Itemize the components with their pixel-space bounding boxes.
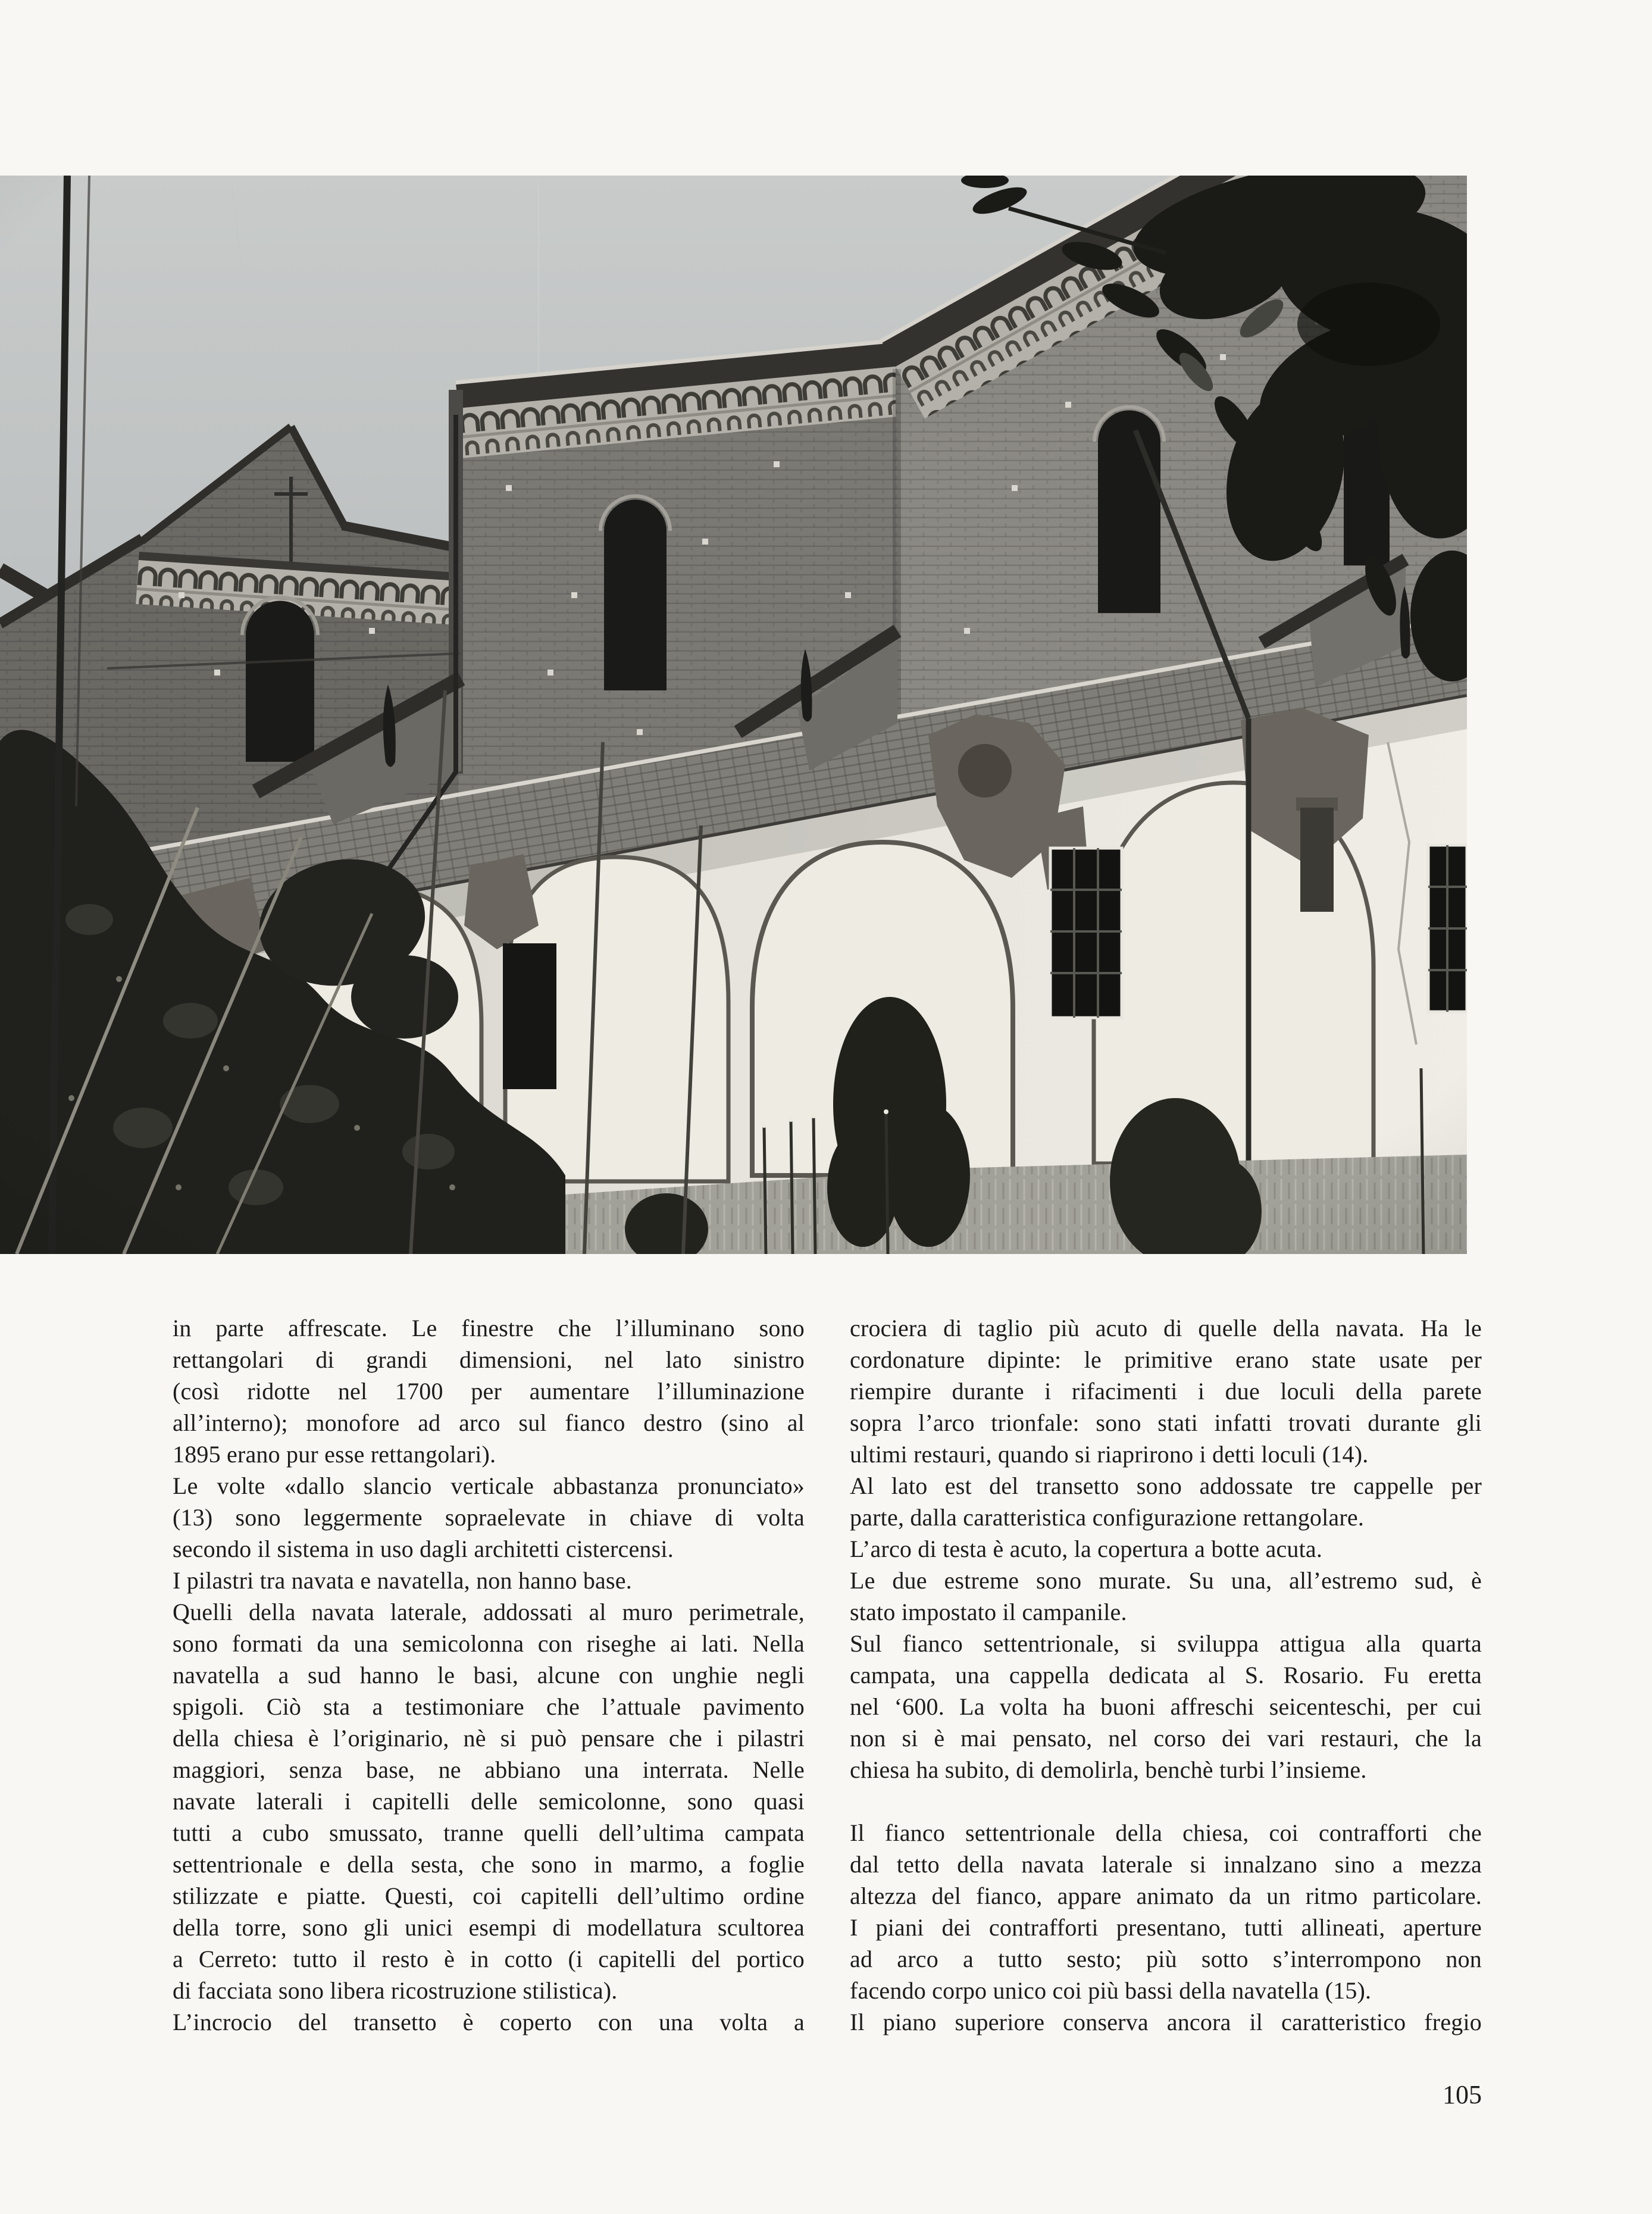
photo-vignette [0,176,1467,1254]
text-line: (13) sono leggermente sopraelevate in chiave di volta [173,1504,805,1531]
text-line: non si è mai pensato, nel corso dei vari restauri, che la [850,1725,1482,1752]
text-line: I pilastri tra navata e navatella, non hanno base. [173,1567,632,1594]
text-line: campata, una cappella dedicata al S. Rosario. Fu eretta [850,1662,1482,1688]
text-line: rettangolari di grandi dimensioni, nel lato sinistro [173,1346,805,1373]
church-photo-graphic [0,176,1467,1254]
text-line: crociera di taglio più acuto di quelle della navata. Ha le [850,1315,1482,1341]
text-line: riempire durante i rifacimenti i due loculi della parete [850,1378,1482,1405]
text-line: in parte affrescate. Le finestre che l’illuminano sono [173,1315,805,1341]
text-line: settentrionale e della sesta, che sono in marmo, a foglie [173,1851,805,1878]
text-line: spigoli. Ciò sta a testimoniare che l’attuale pavimento [173,1693,805,1720]
text-line: di facciata sono libera ricostruzione stilistica). [173,1977,618,2004]
text-line: a Cerreto: tutto il resto è in cotto (i capitelli del portico [173,1946,805,1972]
text-line: cordonature dipinte: le primitive erano state usate per [850,1346,1482,1373]
text-line: Al lato est del transetto sono addossate tre cappelle per [850,1472,1482,1499]
church-photograph [0,176,1467,1254]
text-line: Le due estreme sono murate. Su una, all’estremo sud, è [850,1567,1482,1594]
text-line: dal tetto della navata laterale si innalzano sino a mezza [850,1851,1482,1878]
text-line: secondo il sistema in uso dagli architetti cistercensi. [173,1536,674,1562]
text-line: sopra l’arco trionfale: sono stati infatti trovati durante gli [850,1409,1482,1436]
text-line: stilizzate e piatte. Questi, coi capitelli dell’ultimo ordine [173,1882,805,1909]
text-column-left [173,1312,805,2038]
text-line: (così ridotte nel 1700 per aumentare l’illuminazione [173,1378,805,1405]
text-line: chiesa ha subito, di demolirla, benchè turbi l’insieme. [850,1756,1367,1783]
text-line: Il piano superiore conserva ancora il caratteristico fregio [850,2009,1482,2035]
text-column-right [850,1312,1482,2038]
text-line: Sul fianco settentrionale, si sviluppa attigua alla quarta [850,1630,1482,1657]
text-line: Il fianco settentrionale della chiesa, coi contrafforti che [850,1819,1482,1846]
text-line: L’arco di testa è acuto, la copertura a botte acuta. [850,1536,1323,1562]
text-line: sono formati da una semicolonna con riseghe ai lati. Nella [173,1630,805,1657]
text-line: della torre, sono gli unici esempi di modellatura scultorea [173,1914,805,1941]
page-number: 105 [1443,2080,1482,2109]
text-line: I piani dei contrafforti presentano, tutti allineati, aperture [850,1914,1482,1941]
text-line: all’interno); monofore ad arco sul fianco destro (sino al [173,1409,805,1436]
text-line: maggiori, senza base, ne abbiano una interrata. Nelle [173,1756,805,1783]
paragraph-gap [850,1785,1482,1817]
text-line: della chiesa è l’originario, nè si può pensare che i pilastri [173,1725,805,1752]
text-line: Le volte «dallo slancio verticale abbastanza pronunciato» [173,1472,805,1499]
text-line: navate laterali i capitelli delle semicolonne, sono quasi [173,1788,805,1815]
text-line: tutti a cubo smussato, tranne quelli dell’ultima campata [173,1819,805,1846]
text-line: L’incrocio del transetto è coperto con una volta a [173,2009,805,2035]
text-line: navatella a sud hanno le basi, alcune con unghie negli [173,1662,805,1688]
text-line: nel ‘600. La volta ha buoni affreschi seicenteschi, per cui [850,1693,1482,1720]
text-line: stato impostato il campanile. [850,1599,1127,1625]
text-line: 1895 erano pur esse rettangolari). [173,1441,496,1468]
text-line: parte, dalla caratteristica configurazione rettangolare. [850,1504,1365,1531]
text-line: altezza del fianco, appare animato da un ritmo particolare. [850,1882,1482,1909]
text-line: Quelli della navata laterale, addossati al muro perimetrale, [173,1599,805,1625]
text-line: ad arco a tutto sesto; più sotto s’interrompono non [850,1946,1482,1972]
text-line: ultimi restauri, quando si riaprirono i detti loculi (14). [850,1441,1369,1468]
text-line: facendo corpo unico coi più bassi della navatella (15). [850,1977,1372,2004]
